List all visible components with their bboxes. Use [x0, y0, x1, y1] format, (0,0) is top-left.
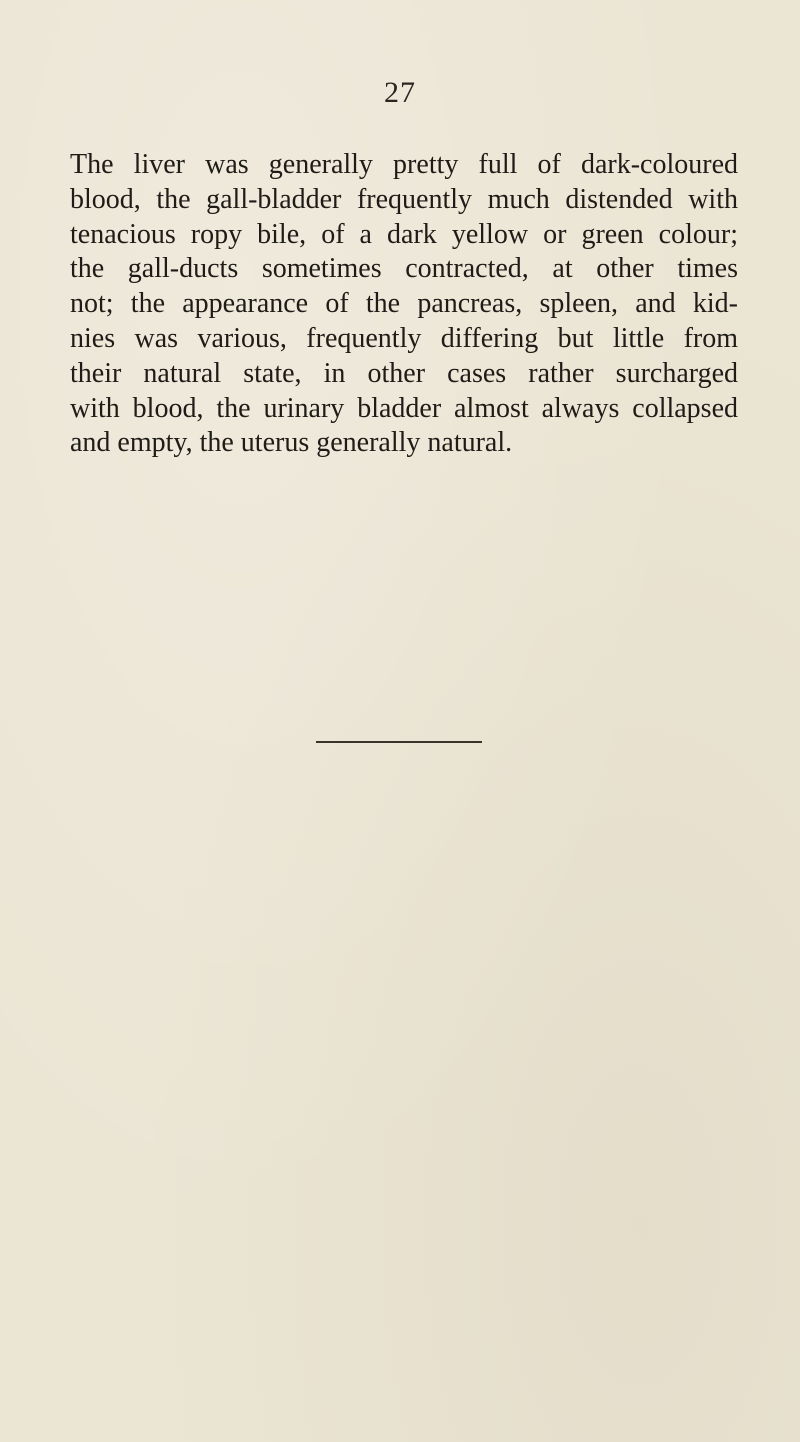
text-line: with blood, the urinary bladder almost always collapsed — [70, 392, 738, 424]
body-paragraph — [70, 148, 738, 461]
text-line: blood, the gall-bladder frequently much distended with — [70, 183, 738, 215]
text-line: not; the appearance of the pancreas, spleen, and kid- — [70, 288, 738, 320]
section-divider-rule — [316, 741, 482, 743]
text-line: the gall-ducts sometimes contracted, at other times — [70, 253, 738, 285]
text-line: their natural state, in other cases rather surcharged — [70, 357, 738, 389]
text-line: tenacious ropy bile, of a dark yellow or green colour; — [70, 218, 738, 250]
page-number: 27 — [384, 76, 416, 109]
text-line: and empty, the uterus generally natural. — [70, 427, 513, 459]
text-line: nies was various, frequently differing but little from — [70, 322, 738, 354]
text-line: The liver was generally pretty full of dark-coloured — [70, 149, 738, 180]
